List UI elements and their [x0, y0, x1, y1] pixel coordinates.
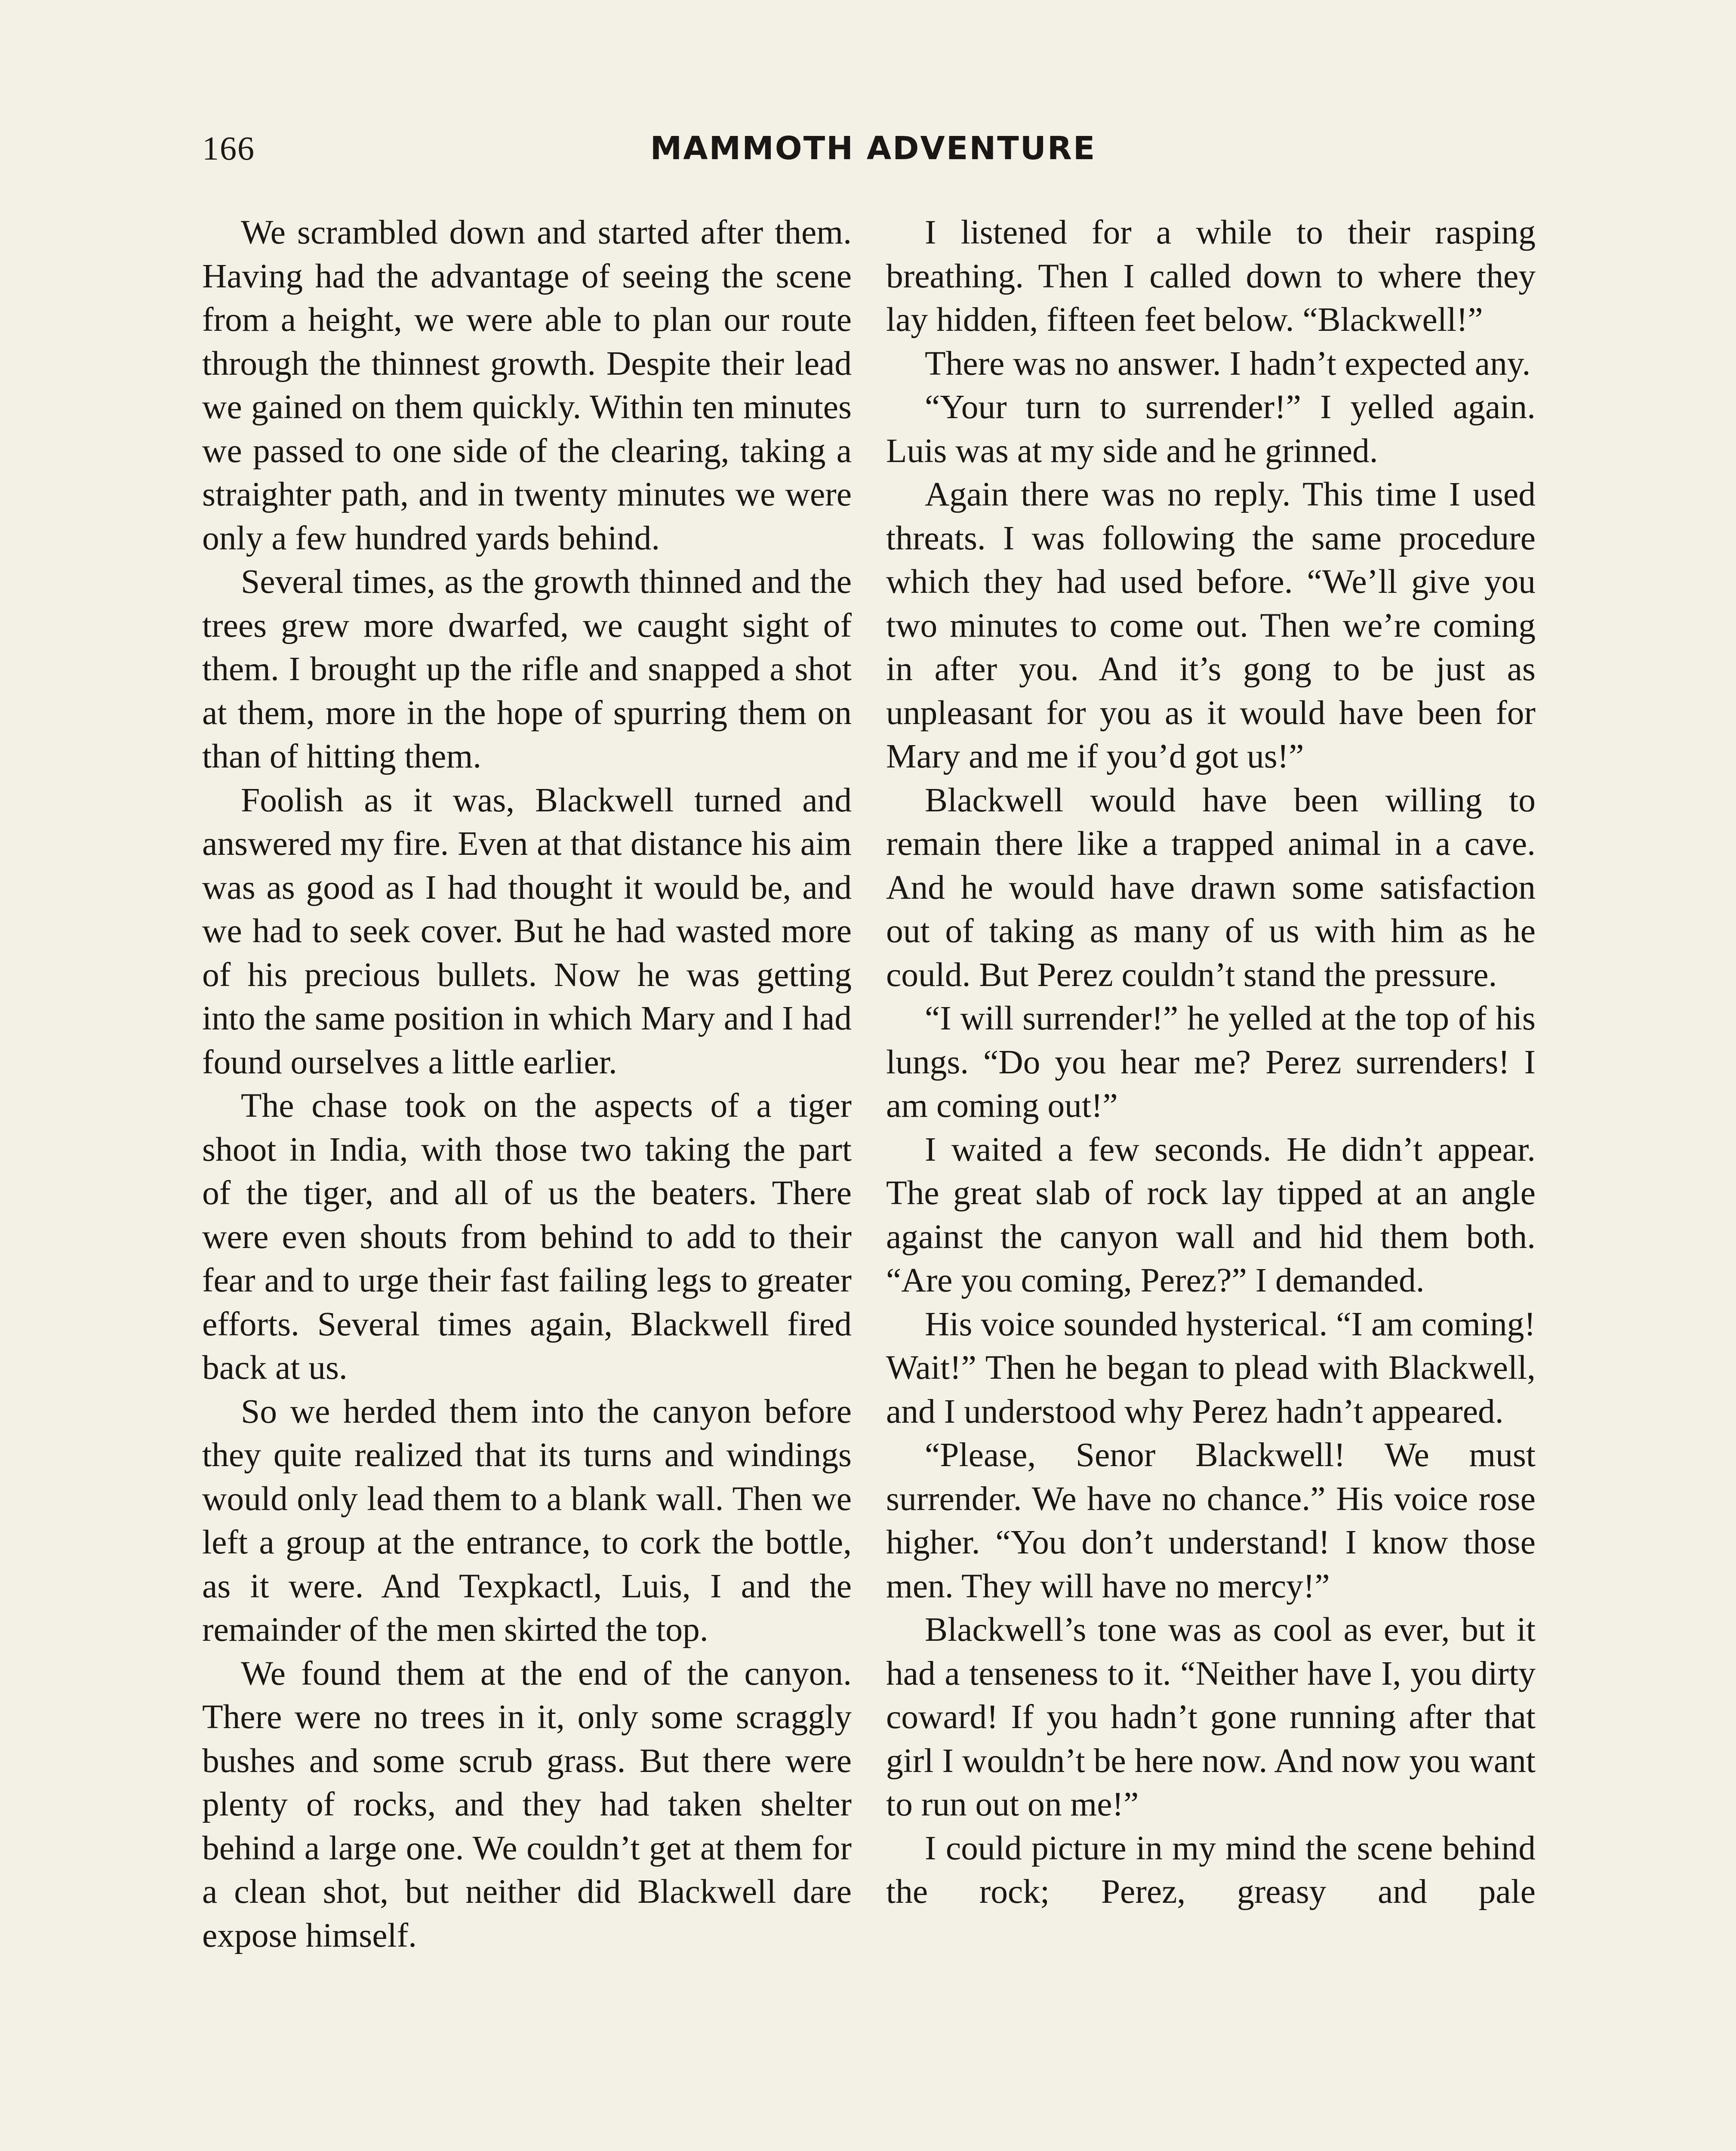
paragraph: “I will surrender!” he yelled at the top of his lungs. “Do you hear me? Perez surrenders! I am coming out!”: [886, 999, 1536, 1125]
paragraph: The chase took on the aspects of a tiger shoot in India, with those two taking the part of the tiger, and all of us the beaters. There were even shouts from behind to add to their fear and to urge their fast failing legs to greater efforts. Several times again, Blackwell fired back at us.: [202, 1087, 852, 1387]
paragraph: We found them at the end of the canyon. There were no trees in it, only some scraggly bushes and some scrub grass. But there were plenty of rocks, and they had taken shelter behind a large one. We couldn’t get at them for a clean shot, but neither did Blackwell dare expose himself.: [202, 1654, 852, 1954]
paragraph: His voice sounded hysterical. “I am coming! Wait!” Then he began to plead with Blackwell, and I understood why Perez hadn’t appeared.: [886, 1305, 1536, 1430]
paragraph: So we herded them into the canyon before they quite realized that its turns and windings would only lead them to a blank wall. Then we left a group at the entrance, to cork the bottle, as it were. And Texpkactl, Luis, I and the remainder of the men skirted the top.: [202, 1392, 852, 1649]
paragraph: Blackwell’s tone was as cool as ever, but it had a tenseness to it. “Neither have I, you dirty coward! If you hadn’t gone running after that girl I wouldn’t be here now. And now you want to run out on me!”: [886, 1611, 1536, 1823]
paragraph: “Your turn to surrender!” I yelled again. Luis was at my side and he grinned.: [886, 388, 1536, 470]
paragraph: “Please, Senor Blackwell! We must surrender. We have no chance.” His voice rose higher. “You don’t understand! I know those men. They will have no mercy!”: [886, 1436, 1536, 1605]
paragraph: Again there was no reply. This time I used threats. I was following the same procedure which they had used before. “We’ll give you two minutes to come out. Then we’re coming in after you. And it’s gong to be just as unpleasant for you as it would have been for Mary and me if you’d got us!”: [886, 475, 1536, 775]
paragraph: Blackwell would have been willing to remain there like a trapped animal in a cave. And he would have drawn some satisfaction out of taking as many of us with him as he could. But Perez couldn’t stand the pressure.: [886, 781, 1536, 994]
paragraph: I waited a few seconds. He didn’t appear. The great slab of rock lay tipped at an angle against the canyon wall and hid them both. “Are you coming, Perez?” I demanded.: [886, 1130, 1536, 1299]
paragraph: We scrambled down and started after them. Having had the advantage of seeing the scene from a height, we were able to plan our route through the thinnest growth. Despite their lead we gained on them quickly. Within ten minutes we passed to one side of the clearing, taking a straighter path, and in twenty minutes we were only a few hundred yards behind.: [202, 213, 852, 557]
page-header: [202, 125, 1544, 172]
running-title: MAMMOTH ADVENTURE: [650, 130, 1096, 167]
paragraph: Several times, as the growth thinned and the trees grew more dwarfed, we caught sight of them. I brought up the rifle and snapped a shot at them, more in the hope of spurring them on than of hitting them.: [202, 563, 852, 775]
right-text-column: [886, 211, 1536, 1914]
paragraph: I could picture in my mind the scene behind the rock; Perez, greasy and pale: [886, 1829, 1536, 1911]
page-number: 166: [202, 129, 255, 167]
paragraph: Foolish as it was, Blackwell turned and answered my fire. Even at that distance his aim was as good as I had thought it would be, and we had to seek cover. But he had wasted more of his precious bullets. Now he was getting into the same position in which Mary and I had found ourselves a little earlier.: [202, 781, 852, 1081]
paragraph: I listened for a while to their rasping breathing. Then I called down to where they lay hidden, fifteen feet below. “Blackwell!”: [886, 213, 1536, 339]
paragraph: There was no answer. I hadn’t expected any.: [925, 344, 1531, 382]
left-text-column: [202, 211, 852, 1957]
